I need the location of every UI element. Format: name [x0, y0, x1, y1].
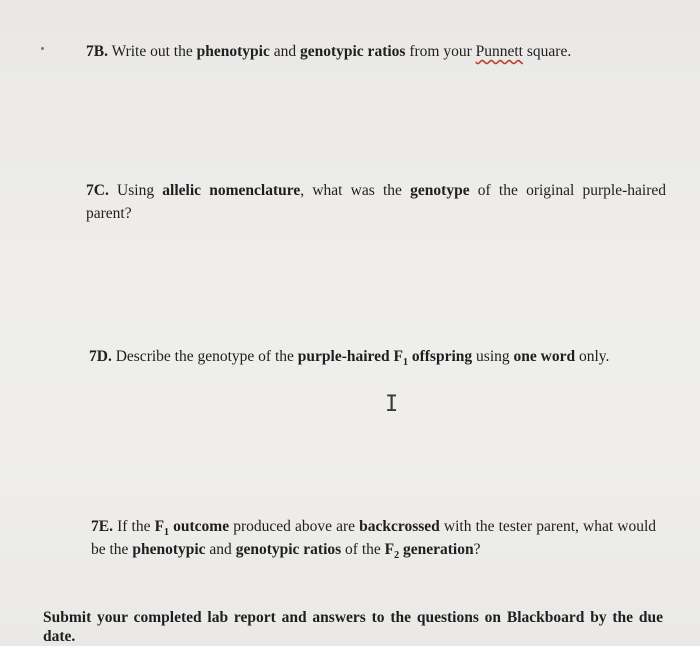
bold-term: genotype	[410, 182, 470, 199]
text-cursor-icon: I	[385, 392, 399, 417]
bullet-dot	[41, 47, 44, 50]
subscript: 1	[402, 357, 408, 369]
subscript: 2	[394, 550, 400, 562]
bold-term	[297, 348, 473, 369]
bold-term: allelic nomenclature	[162, 182, 301, 199]
question-text: Describe the genotype of the	[111, 348, 298, 365]
bold-term-text: generation	[399, 541, 474, 558]
submission-instructions: Submit your completed lab report and answers to the questions on Blackboard by the due date.	[43, 609, 663, 645]
bold-term-text: F	[154, 518, 165, 535]
bold-term-text: purple-haired F	[297, 348, 403, 365]
question-text: square.	[523, 43, 572, 60]
bold-term: one word	[513, 348, 576, 365]
bold-term: genotypic ratios	[299, 43, 406, 60]
question-text: with the tester parent, what would be the	[91, 518, 657, 558]
subscript: 1	[164, 527, 170, 539]
question-7c	[86, 179, 666, 225]
bold-term	[154, 518, 230, 539]
bold-term-text: offspring	[407, 348, 473, 365]
question-text: only.	[575, 348, 610, 365]
bold-term: genotypic ratios	[235, 541, 342, 558]
question-text: ?	[473, 541, 481, 558]
bold-term: backcrossed	[359, 518, 440, 535]
spellcheck-word: Punnett	[475, 43, 523, 60]
bold-term-text: outcome	[169, 518, 230, 535]
question-label: 7C.	[86, 182, 109, 199]
question-text: of the original purple-haired parent?	[86, 182, 666, 222]
question-label: 7E.	[91, 518, 113, 535]
question-label: 7D.	[89, 348, 112, 365]
question-label: 7B.	[86, 43, 108, 60]
question-text: of the	[341, 541, 385, 558]
question-text: and	[205, 541, 236, 558]
question-text: from your	[405, 43, 476, 60]
question-text: If the	[112, 518, 155, 535]
question-7d	[89, 345, 669, 368]
bold-term: phenotypic	[196, 43, 270, 60]
bold-term	[384, 541, 474, 562]
question-text: and	[269, 43, 300, 60]
bold-term-text: F	[384, 541, 395, 558]
question-text: , what was the	[300, 182, 411, 199]
question-text: using	[472, 348, 514, 365]
question-text: Write out the	[107, 43, 197, 60]
question-text: produced above are	[229, 518, 360, 535]
question-7e	[91, 515, 656, 561]
bold-term: phenotypic	[132, 541, 206, 558]
question-text: Using	[108, 182, 163, 199]
question-7b	[86, 40, 666, 63]
